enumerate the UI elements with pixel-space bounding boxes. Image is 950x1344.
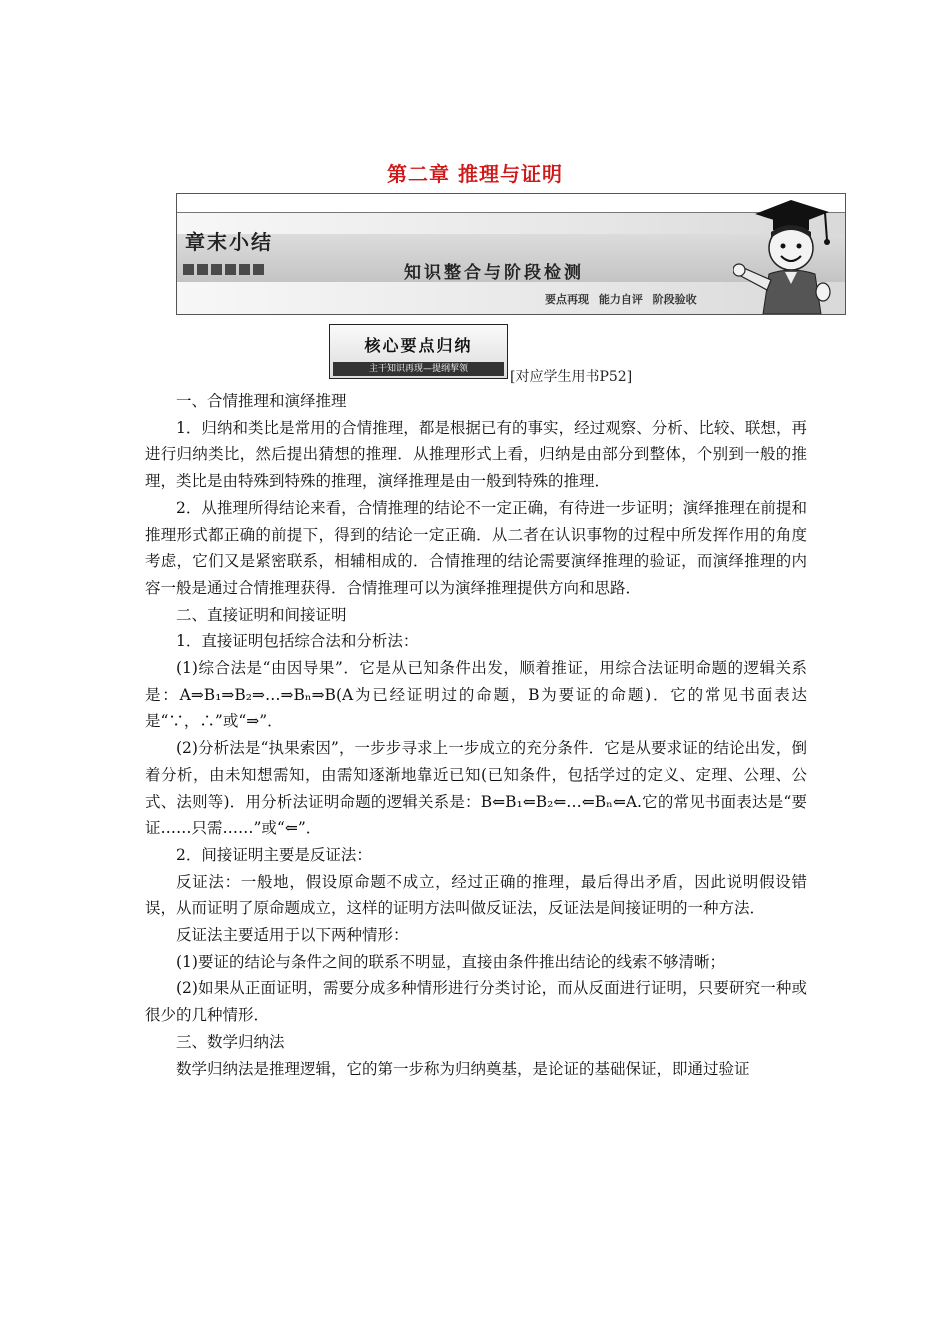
student-mascot-icon <box>733 196 843 314</box>
chapter-title: 第二章 推理与证明 <box>387 162 563 186</box>
banner-tags: 要点再现 能力自评 阶段验收 <box>545 293 697 306</box>
paragraph: 1．归纳和类比是常用的合情推理，都是根据已有的事实，经过观察、分析、比较、联想，再进行归纳类比，然后提出猜想的推理．从推理形式上看，归纳是由部分到整体，个别到一般的推理，类比是由特殊到特殊的推理，演绎推理是由一般到特殊的推理． <box>145 418 807 491</box>
paragraph: 反证法主要适用于以下两种情形： <box>176 926 409 945</box>
paragraph: 2．间接证明主要是反证法： <box>176 845 372 864</box>
section-heading: 一、合情推理和演绎推理 <box>176 392 347 410</box>
paragraph: (1)要证的结论与条件之间的联系不明显，直接由条件推出结论的线索不够清晰； <box>176 952 725 971</box>
core-points-badge <box>329 324 508 379</box>
paragraph: 数学归纳法是推理逻辑，它的第一步称为归纳奠基，是论证的基础保证，即通过验证 <box>176 1059 750 1078</box>
paragraph: 反证法：一般地，假设原命题不成立，经过正确的推理，最后得出矛盾，因此说明假设错误，从而证明了原命题成立，这样的证明方法叫做反证法，反证法是间接证明的一种方法． <box>145 872 807 918</box>
banner-title: 章末小结 <box>185 230 273 254</box>
banner-squares <box>183 264 264 275</box>
paragraph: 2．从推理所得结论来看，合情推理的结论不一定正确，有待进一步证明；演绎推理在前提和推理形式都正确的前提下，得到的结论一定正确．从二者在认识事物的过程中所发挥作用的角度考虑，它们又是紧密联系，相辅相成的．合情推理的结论需要演绎推理的验证，而演绎推理的内容一般是通过合情推理获得．合情推理可以为演绎推理提供方向和思路． <box>145 498 807 597</box>
paragraph: (1)综合法是“由因导果”．它是从已知条件出发，顺着推证，用综合法证明命题的逻辑关系是：A⇒B₁⇒B₂⇒…⇒Bₙ⇒B(A为已经证明过的命题，B为要证的命题)．它的常见书面表达是“∵，∴”或“⇒”． <box>145 659 807 731</box>
paragraph: (2)分析法是“执果索因”，一步步寻求上一步成立的充分条件．它是从要求证的结论出发，倒着分析，由未知想需知，由需知逐渐地靠近已知(已知条件，包括学过的定义、定理、公理、公式、法则等)．用分析法证明命题的逻辑关系是：B⇐B₁⇐B₂⇐…⇐Bₙ⇐A.它的常见书面表达是“要证……只需……”或“⇐”． <box>145 739 807 838</box>
chapter-summary-banner <box>176 193 846 315</box>
document-body <box>145 388 807 1082</box>
section-heading: 二、直接证明和间接证明 <box>176 605 347 624</box>
badge-title: 核心要点归纳 <box>364 336 473 355</box>
section-heading: 三、数学归纳法 <box>176 1032 285 1051</box>
paragraph: (2)如果从正面证明，需要分成多种情形进行分类讨论，而从反面进行证明，只要研究一种或很少的几种情形． <box>145 979 807 1025</box>
banner-subtitle: 知识整合与阶段检测 <box>404 263 584 283</box>
textbook-reference: [对应学生用书P52] <box>510 369 633 385</box>
badge-subtitle: 主干知识再现—提纲挈领 <box>333 362 504 376</box>
paragraph: 1．直接证明包括综合法和分析法： <box>176 632 419 651</box>
